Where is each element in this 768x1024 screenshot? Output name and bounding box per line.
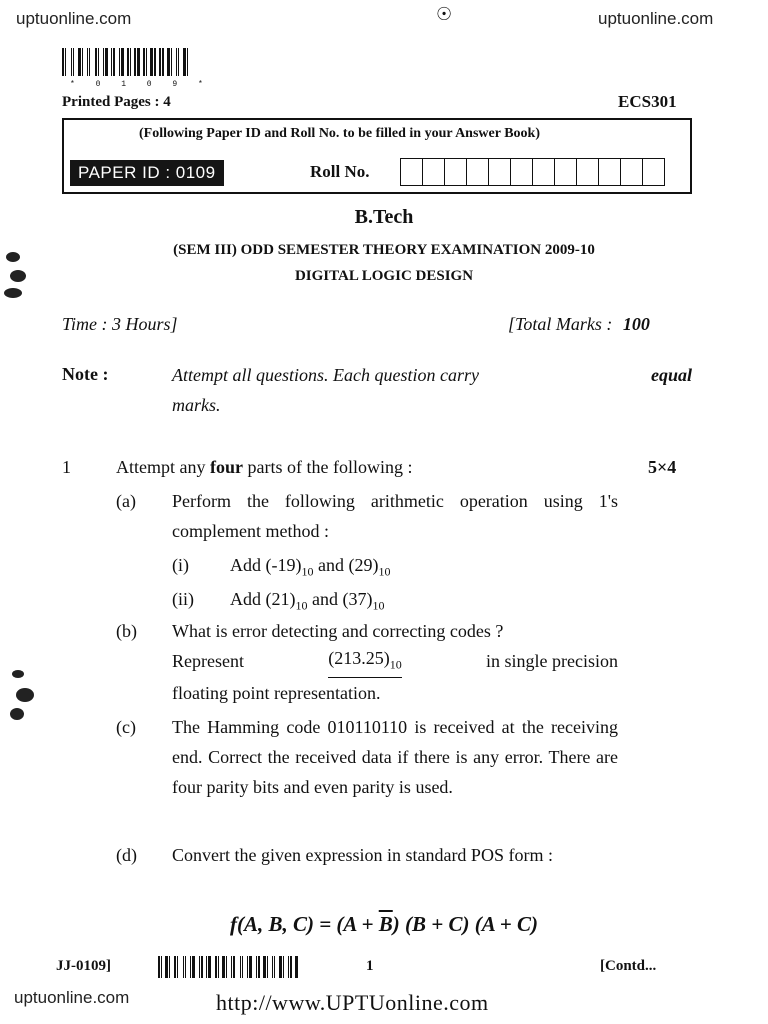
barcode-bar xyxy=(127,48,129,76)
barcode-bar xyxy=(192,956,195,978)
printed-pages: Printed Pages : 4 xyxy=(62,94,171,110)
total-marks-label: [Total Marks : 100 xyxy=(508,314,650,334)
part-b-label: (b) xyxy=(116,621,137,641)
barcode-bar xyxy=(109,48,110,76)
part-c-label: (c) xyxy=(116,717,136,737)
question-marks: 5×4 xyxy=(648,457,677,477)
barcode-bar xyxy=(247,956,248,978)
barcode-bar xyxy=(98,48,99,76)
barcode-bar xyxy=(276,956,278,978)
barcode xyxy=(62,48,192,76)
roll-digit-box xyxy=(489,159,511,185)
pos-expression: f(A, B, $C) = (A + \overline{B})$ (B + C) (A + C) xyxy=(229,912,539,936)
footer-url: http://www.UPTUonline.com xyxy=(216,990,489,1015)
degree-title: B.Tech xyxy=(354,206,414,228)
barcode-digits: * 0 1 0 9 * xyxy=(70,80,211,89)
barcode-bar xyxy=(134,48,136,76)
barcode-bar xyxy=(73,48,74,76)
barcode-bar xyxy=(132,48,133,76)
barcode-bar xyxy=(189,48,191,76)
barcode-bar xyxy=(91,48,94,76)
barcode-bar xyxy=(125,48,126,76)
barcode-bar xyxy=(226,956,227,978)
roll-digit-box xyxy=(511,159,533,185)
barcode-bar xyxy=(116,48,118,76)
question-number: 1 xyxy=(62,457,71,477)
barcode-bar xyxy=(290,956,292,978)
part-a-text: Perform the following arithmetic operation using 1's complement method : xyxy=(172,491,618,541)
barcode-bar xyxy=(218,956,219,978)
barcode-bar xyxy=(154,48,156,76)
barcode-bar xyxy=(279,956,282,978)
barcode-bar xyxy=(220,956,221,978)
barcode-bar xyxy=(171,48,172,76)
roll-digit-box xyxy=(621,159,643,185)
footer-code: JJ-0109] xyxy=(56,958,111,974)
time-label: Time : 3 Hours] xyxy=(62,314,178,334)
barcode-bar xyxy=(183,48,186,76)
barcode-bar xyxy=(143,48,145,76)
continued-label: [Contd... xyxy=(600,958,657,974)
barcode-bar xyxy=(150,48,153,76)
part-a-label: (a) xyxy=(116,491,136,511)
part-c-text: The Hamming code 010110110 is received at the receiving end. Correct the received data if there is any error. There are four parity bits and even parity is used. xyxy=(172,717,618,797)
barcode-bar xyxy=(185,956,186,978)
barcode-bar xyxy=(95,48,97,76)
barcode-bar xyxy=(119,48,120,76)
barcode-bar xyxy=(283,956,284,978)
roll-digit-box xyxy=(467,159,489,185)
barcode-bar xyxy=(180,48,182,76)
barcode-bar xyxy=(173,48,175,76)
barcode-bar xyxy=(157,48,158,76)
paper-id-label: PAPER ID : 0109 xyxy=(70,160,224,186)
barcode-bar xyxy=(206,956,207,978)
barcode-bar xyxy=(236,956,239,978)
barcode-bar xyxy=(215,956,217,978)
barcode-bar xyxy=(169,956,170,978)
barcode-bar xyxy=(222,956,225,978)
part-d-label: (d) xyxy=(116,845,137,865)
barcode-bar xyxy=(261,956,262,978)
barcode-bar xyxy=(165,956,168,978)
barcode-bar xyxy=(231,956,232,978)
barcode-bar xyxy=(208,956,211,978)
scribble-mark-icon: ☉ xyxy=(436,4,453,24)
barcode-bar xyxy=(199,956,200,978)
barcode-bar xyxy=(177,956,178,978)
total-marks-value: 100 xyxy=(622,314,650,334)
barcode-bar xyxy=(242,956,243,978)
barcode-bar xyxy=(183,956,184,978)
margin-stamp-icon xyxy=(2,248,30,304)
paper-id-box xyxy=(62,118,692,194)
roll-no-label: Roll No. xyxy=(310,162,370,181)
id-instruction: (Following Paper ID and Roll No. to be filled in your Answer Book) xyxy=(139,126,540,141)
barcode-bar xyxy=(158,956,160,978)
barcode-bar xyxy=(176,48,177,76)
barcode-bar xyxy=(263,956,266,978)
site-watermark-left: uptuonline.com xyxy=(16,9,132,28)
subpart-ii-text: Add $(21)_{10}$ and $(37)_{10}$ xyxy=(230,589,385,613)
roll-digit-box xyxy=(445,159,467,185)
barcode-bar xyxy=(111,48,112,76)
barcode-bar xyxy=(196,956,198,978)
barcode-bar xyxy=(163,956,164,978)
page-number: 1 xyxy=(366,958,374,974)
barcode-bar xyxy=(82,48,83,76)
barcode-bar xyxy=(89,48,90,76)
roll-digit-box xyxy=(533,159,555,185)
barcode-bar xyxy=(233,956,235,978)
site-watermark-bottom: uptuonline.com xyxy=(14,988,130,1007)
barcode-bar xyxy=(201,956,203,978)
barcode-bar xyxy=(178,48,179,76)
part-b-text: What is error detecting and correcting codes ? Represent $(213.25)_{10}$ in single precision floating point representation. xyxy=(172,621,618,703)
note-text: Attempt all questions. Each question carry equal marks. xyxy=(172,365,692,415)
margin-scribble-icon xyxy=(6,668,36,730)
barcode-bar xyxy=(165,48,166,76)
barcode-bar xyxy=(285,956,287,978)
subpart-ii-label: (ii) xyxy=(172,589,194,609)
barcode-bar xyxy=(121,48,124,76)
barcode-bar xyxy=(162,48,164,76)
roll-digit-box xyxy=(577,159,599,185)
barcode-bar xyxy=(78,48,81,76)
barcode-bar xyxy=(293,956,294,978)
barcode-bar xyxy=(258,956,260,978)
barcode-bar xyxy=(240,956,241,978)
roll-digit-box xyxy=(401,159,423,185)
barcode-bar xyxy=(141,48,142,76)
underlined-number: $(213.25)_{10}$ xyxy=(328,646,402,678)
barcode-bar xyxy=(244,956,246,978)
barcode-bar xyxy=(87,48,88,76)
barcode-bar xyxy=(146,48,147,76)
barcode-bar xyxy=(167,48,170,76)
barcode-bar xyxy=(171,956,173,978)
barcode-bar xyxy=(190,956,191,978)
roll-digit-box xyxy=(423,159,445,185)
barcode-bar xyxy=(256,956,257,978)
roll-digit-box xyxy=(599,159,621,185)
barcode-bar xyxy=(187,48,188,76)
barcode-bar xyxy=(269,956,271,978)
barcode-bar xyxy=(84,48,86,76)
barcode-bar xyxy=(161,956,162,978)
barcode-bar xyxy=(249,956,252,978)
barcode-bar xyxy=(103,48,104,76)
subpart-i-text: Add $(-19)_{10}$ and $(29)_{10}$ xyxy=(230,555,391,579)
barcode-bar xyxy=(130,48,131,76)
barcode-bar xyxy=(179,956,182,978)
barcode-bar xyxy=(105,48,108,76)
barcode-bar xyxy=(267,956,268,978)
course-code: ECS301 xyxy=(618,92,677,111)
barcode-bar xyxy=(71,48,72,76)
barcode-bar xyxy=(288,956,289,978)
barcode-bar xyxy=(75,48,77,76)
barcode-bar xyxy=(100,48,102,76)
barcode-bar xyxy=(253,956,255,978)
barcode-bar xyxy=(148,48,149,76)
barcode-bar xyxy=(65,48,66,76)
barcode-bar xyxy=(62,48,64,76)
part-d-text: Convert the given expression in standard POS form : xyxy=(172,845,553,865)
footer-barcode xyxy=(158,956,299,978)
barcode-bar xyxy=(113,48,115,76)
barcode-bar xyxy=(295,956,298,978)
barcode-bar xyxy=(187,956,189,978)
barcode-bar xyxy=(67,48,70,76)
exam-title: (SEM III) ODD SEMESTER THEORY EXAMINATION 2009-10 xyxy=(173,242,595,258)
roll-digit-box xyxy=(555,159,577,185)
barcode-bar xyxy=(212,956,214,978)
barcode-bar xyxy=(272,956,273,978)
roll-digit-box xyxy=(643,159,664,185)
barcode-bar xyxy=(174,956,176,978)
barcode-bar xyxy=(228,956,230,978)
site-watermark-right: uptuonline.com xyxy=(598,9,714,28)
question-prompt: Attempt any four parts of the following : xyxy=(116,457,413,477)
subject-title: DIGITAL LOGIC DESIGN xyxy=(294,268,474,284)
roll-no-field xyxy=(400,158,665,186)
barcode-bar xyxy=(274,956,275,978)
barcode-bar xyxy=(204,956,205,978)
subpart-i-label: (i) xyxy=(172,555,189,575)
barcode-bar xyxy=(137,48,140,76)
note-label: Note : xyxy=(62,364,109,384)
barcode-bar xyxy=(159,48,161,76)
